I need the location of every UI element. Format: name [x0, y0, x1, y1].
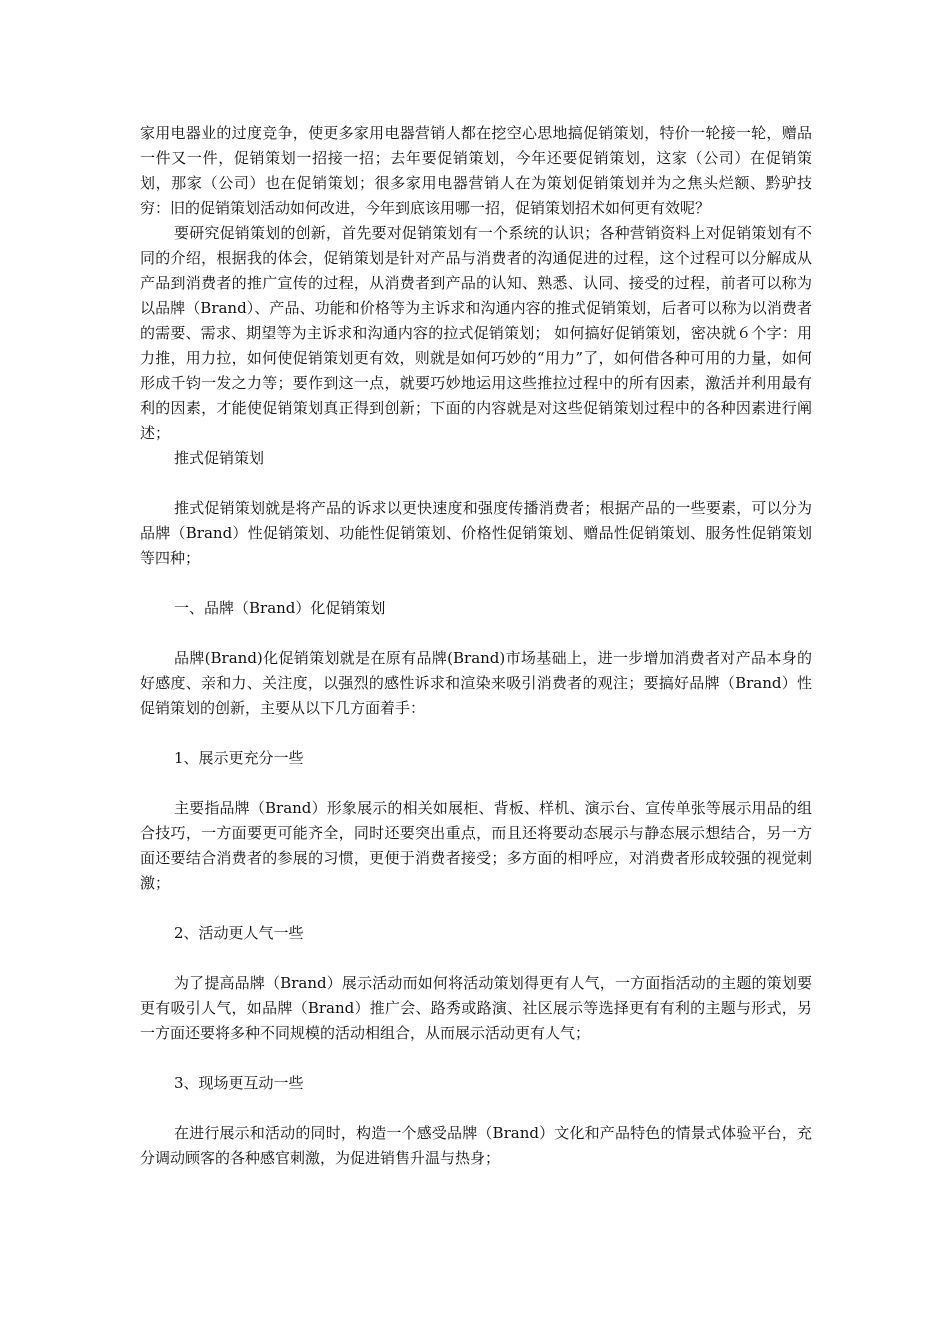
- paragraph-display: 主要指品牌（Brand）形象展示的相关如展柜、背板、样机、演示台、宣传单张等展示用品的组合技巧，一方面要更可能齐全，同时还要突出重点，而且还将要动态展示与静态展示想结合，另一方面还要结合消费者的参展的习惯，更便于消费者接受；多方面的相呼应，对消费者形成较强的视觉刺激；: [140, 799, 812, 892]
- paragraph-promotion-definition: 要研究促销策划的创新，首先要对促销策划有一个系统的认识；各种营销资料上对促销策划有不同的介绍，根据我的体会，促销策划是针对产品与消费者的沟通促进的过程，这个过程可以分解成从产品到消费者的推广宣传的过程，从消费者到产品的认知、熟悉、认同、接受的过程，前者可以称为以品牌（Brand）、产品、功能和价格等为主诉求和沟通内容的推式促销策划，后者可以称为以消费者的需要、需求、期望等为主诉求和沟通内容的拉式促销策划； 如何搞好促销策划，密决就６个字：用力推，用力拉，如何使促销策划更有效，则就是如何巧妙的“用力”了，如何借各种可用的力量，如何形成千钧一发之力等；要作到这一点，就要巧妙地运用这些推拉过程中的所有因素，激活并利用最有利的因素，才能使促销策划真正得到创新；下面的内容就是对这些促销策划过程中的各种因素进行阐述；: [140, 224, 812, 442]
- document-page: [140, 121, 812, 1171]
- spacer: [140, 771, 812, 796]
- heading-interaction: 3、现场更互动一些: [174, 1074, 304, 1092]
- spacer: [140, 621, 812, 646]
- paragraph-push-promotion: 推式促销策划就是将产品的诉求以更快速度和强度传播消费者；根据产品的一些要素，可以分为品牌（Brand）性促销策划、功能性促销策划、价格性促销策划、赠品性促销策划、服务性促销策划等四种；: [140, 499, 812, 567]
- spacer: [140, 896, 812, 921]
- paragraph-intro: 家用电器业的过度竞争，使更多家用电器营销人都在挖空心思地搞促销策划，特价一轮接一轮，赠品一件又一件，促销策划一招接一招；去年要促销策划，今年还要促销策划，这家（公司）在促销策划，那家（公司）也在促销策划；很多家用电器营销人在为策划促销策划并为之焦头烂额、黔驴技穷：旧的促销策划活动如何改进，今年到底该用哪一招，促销策划招术如何更有效呢？: [140, 124, 812, 217]
- spacer: [140, 721, 812, 746]
- spacer: [140, 1046, 812, 1071]
- paragraph-interaction: 在进行展示和活动的同时，构造一个感受品牌（Brand）文化和产品特色的情景式体验平台，充分调动顾客的各种感官刺激，为促进销售升温与热身；: [140, 1124, 812, 1167]
- heading-display: 1、展示更充分一些: [174, 749, 304, 767]
- spacer: [140, 471, 812, 496]
- heading-activity: 2、活动更人气一些: [174, 924, 304, 942]
- spacer: [140, 946, 812, 971]
- spacer: [140, 1096, 812, 1121]
- paragraph-activity: 为了提高品牌（Brand）展示活动而如何将活动策划得更有人气，一方面指活动的主题的策划要更有吸引人气，如品牌（Brand）推广会、路秀或路演、社区展示等选择更有有利的主题与形式，另一方面还要将多种不同规模的活动相组合，从而展示活动更有人气；: [140, 974, 812, 1042]
- heading-brand-promotion: 一、品牌（Brand）化促销策划: [174, 599, 386, 617]
- heading-push-promotion: 推式促销策划: [174, 449, 265, 467]
- spacer: [140, 571, 812, 596]
- paragraph-brand-promotion: 品牌(Brand)化促销策划就是在原有品牌(Brand)市场基础上，进一步增加消费者对产品本身的好感度、亲和力、关注度，以强烈的感性诉求和渲染来吸引消费者的观注；要搞好品牌（Brand）性促销策划的创新，主要从以下几方面着手：: [140, 649, 812, 717]
